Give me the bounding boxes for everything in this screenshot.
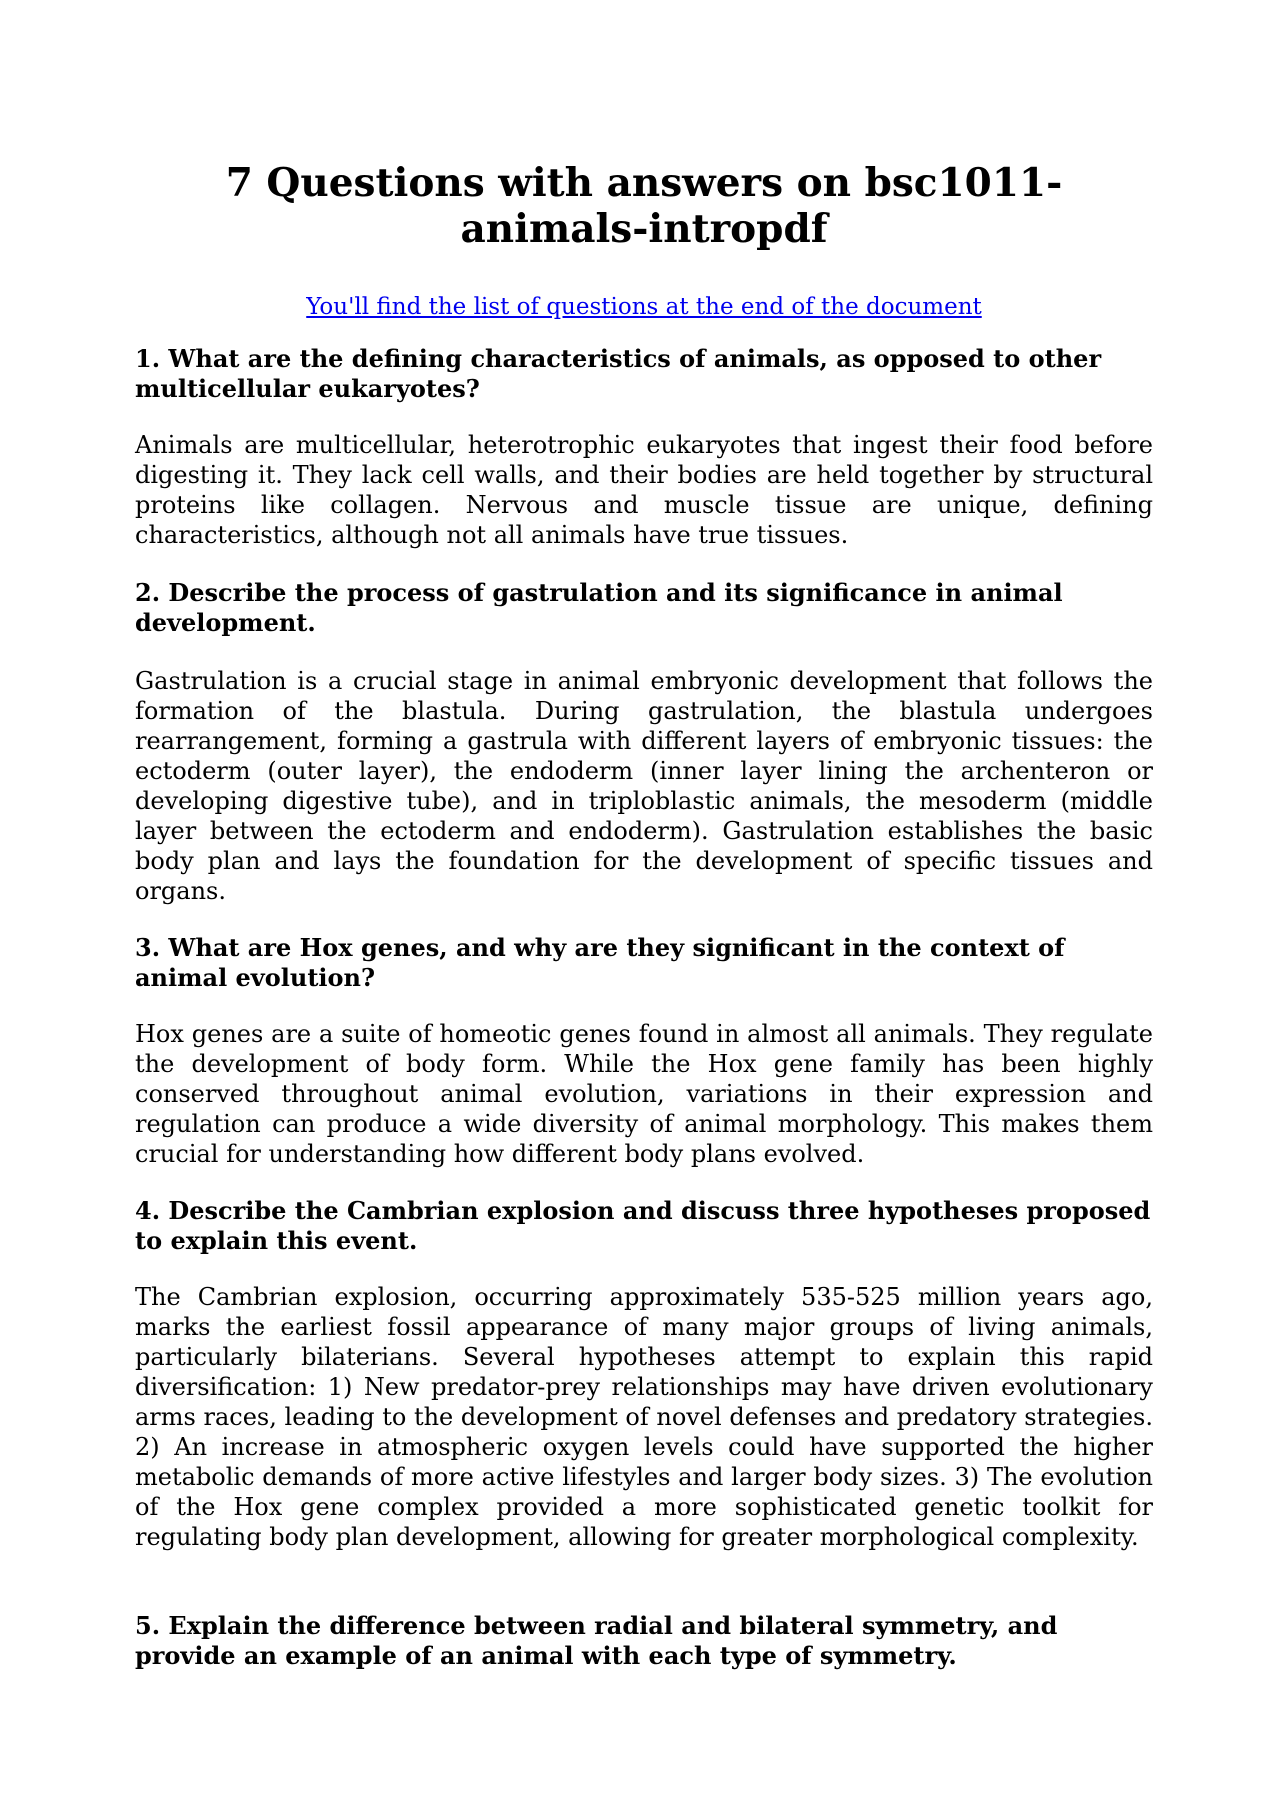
answer-4: The Cambrian explosion, occurring approximately 535-525 million years ago, marks the earliest fossil appearance of many major groups of living animals, particularly bilaterians. Several hypotheses attempt to explain this rapid diversification: 1) New predator-prey relationships may have driven evolutionary arms races, leading to the development of novel defenses and predatory strategies. 2) An increase in atmospheric oxygen levels could have supported the higher metabolic demands of more active lifestyles and larger body sizes. 3) The evolution of the Hox gene complex provided a more sophisticated genetic toolkit for regulating body plan development, allowing for greater morphological complexity.: [135, 1283, 1153, 1551]
qa-item-3: [135, 933, 1153, 1169]
qa-item-1: [135, 344, 1153, 550]
answer-2: Gastrulation is a crucial stage in animal embryonic development that follows the formation of the blastula. During gastrulation, the blastula undergoes rearrangement, forming a gastrula with different layers of embryonic tissues: the ectoderm (outer layer), the endoderm (inner layer lining the archenteron or developing digestive tube), and in triploblastic animals, the mesoderm (middle layer between the ectoderm and endoderm). Gastrulation establishes the basic body plan and lays the foundation for the development of specific tissues and organs.: [135, 667, 1153, 905]
question-2: 2. Describe the process of gastrulation and its significance in animal development.: [135, 578, 1063, 637]
answer-3: Hox genes are a suite of homeotic genes found in almost all animals. They regulate the development of body form. While the Hox gene family has been highly conserved throughout animal evolution, variations in their expression and regulation can produce a wide diversity of animal morphology. This makes them crucial for understanding how different body plans evolved.: [135, 1020, 1153, 1168]
question-5: 5. Explain the difference between radial and bilateral symmetry, and provide an example of an animal with each type of symmetry.: [135, 1611, 1058, 1670]
answer-1: Animals are multicellular, heterotrophic eukaryotes that ingest their food before digesting it. They lack cell walls, and their bodies are held together by structural proteins like collagen. Nervous and muscle tissue are unique, defining characteristics, although not all animals have true tissues.: [135, 431, 1153, 549]
qa-item-2: [135, 578, 1153, 906]
question-1: 1. What are the defining characteristics of animals, as opposed to other multicellular eukaryotes?: [135, 344, 1102, 403]
qa-item-5: [135, 1611, 1153, 1671]
questions-list-link[interactable]: You'll find the list of questions at the end of the document: [306, 294, 982, 320]
qa-item-4: [135, 1196, 1153, 1552]
question-3: 3. What are Hox genes, and why are they significant in the context of animal evolution?: [135, 933, 1065, 992]
question-4: 4. Describe the Cambrian explosion and discuss three hypotheses proposed to explain this event.: [135, 1196, 1151, 1255]
document-title: 7 Questions with answers on bsc1011-animals-intropdf: [225, 160, 1063, 252]
